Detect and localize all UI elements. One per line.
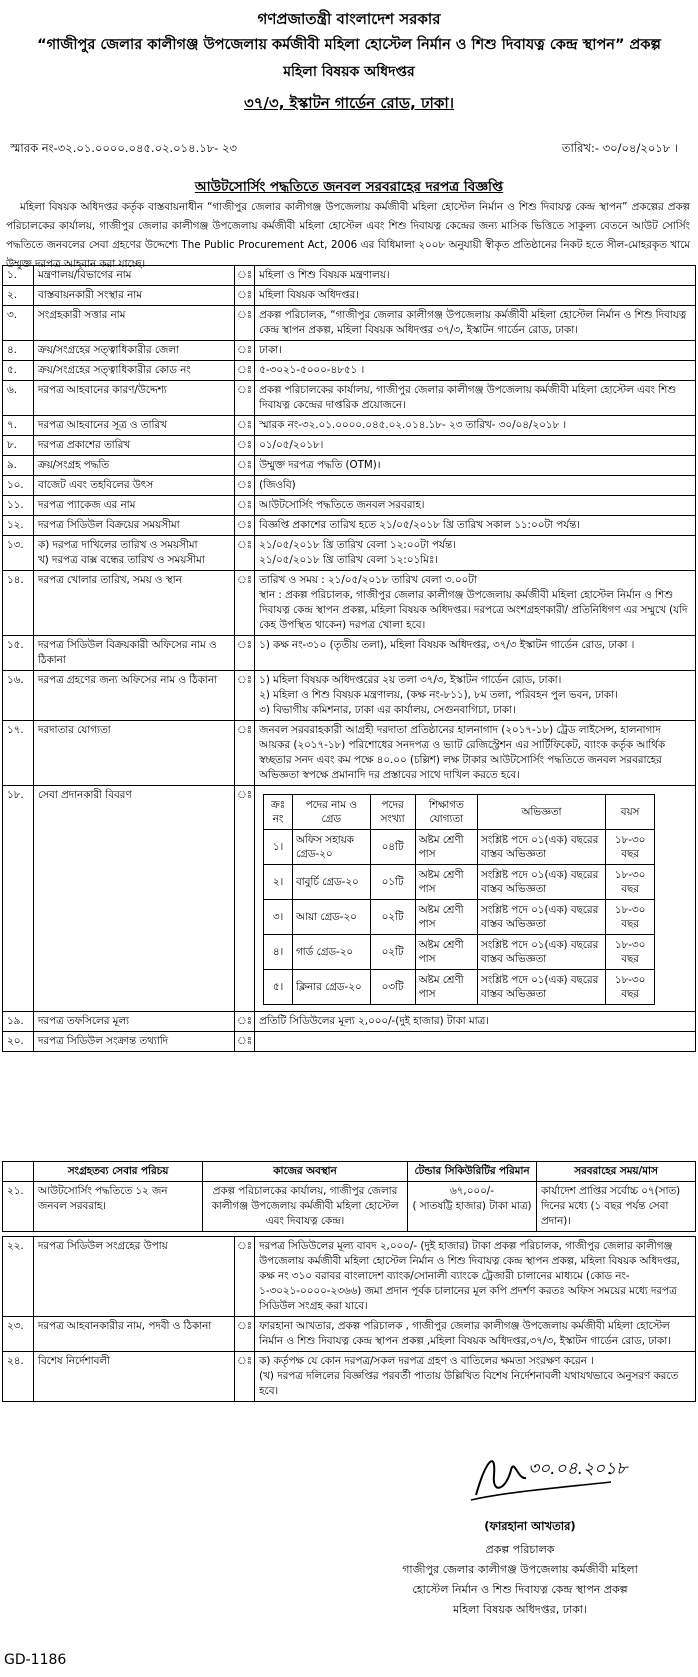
table-row <box>3 671 696 721</box>
row-label: দরপত্র প্রকাশের তারিখ <box>34 436 235 456</box>
table-row <box>3 516 696 536</box>
row-number: ৮. <box>3 436 34 456</box>
service-cell: অষ্টম শ্রেণী পাস <box>415 970 477 1005</box>
service-row <box>264 830 655 865</box>
row-value: ০১/০৫/২০১৮। <box>255 436 696 456</box>
row-number: ২২. <box>3 1237 34 1317</box>
signature-date: ৩০.০৪.২০১৮ <box>528 1459 628 1479</box>
tender-info-table <box>2 265 696 1052</box>
row-label: বাজেট এবং তহবিলের উৎস <box>34 476 235 496</box>
table-row <box>3 1317 696 1352</box>
notice-intro: মহিলা বিষয়ক অধিদপ্তর কর্তৃক বাস্তবায়নাধীন “গাজীপুর জেলার কালীগঞ্জ উপজেলায় কর্মজীবী মহিলা হোস্টেল নির্মান ও শিশু দিবাযত্ন কেন্দ্র স্থাপন” প্রকল্পের প্রকল্প পরিচালকের কার্যালয়, গাজীপুর জেলার কালীগঞ্জ উপজেলায় কর্মজীবী মহিলা হোস্টেল এবং শিশু দিবাযত্ন কেন্দ্রের জন্য মাসিক ভিত্তিতে সাকুল্য বেতনে আউট সোর্সিং পদ্ধতিতে জনবলের সেবা গ্রহণের উদ্দেশ্যে The Public Procurement Act, 2006 এর বিধিমালা ২০০৮ অনুযায়ী স্বীকৃত প্রতিষ্ঠানের নিকট হতে সীল-মোহরকৃত খামে উম্মুক্ত দরপত্র আহবান করা যাচ্ছে। <box>6 201 690 270</box>
row-value: ঢাকা। <box>255 341 696 361</box>
row-label: দরপত্র গ্রহণের জন্য অফিসের নাম ও ঠিকানা <box>34 671 235 721</box>
row-colon: ঃ <box>235 721 255 786</box>
service-row <box>264 935 655 970</box>
row-colon: ঃ <box>235 571 255 636</box>
service-header: বয়স <box>606 795 655 830</box>
row-colon: ঃ <box>235 456 255 476</box>
table-row <box>3 381 696 416</box>
row-number: ৬. <box>3 381 34 416</box>
govt-header: গণপ্রজাতন্ত্রী বাংলাদেশ সরকার <box>257 10 441 28</box>
row-colon: ঃ <box>235 1237 255 1317</box>
service-cell: ৪। <box>264 935 293 970</box>
row-value: মহিলা ও শিশু বিষয়ক মন্ত্রণালয়। <box>255 266 696 286</box>
service-cell: অষ্টম শ্রেণী পাস <box>415 830 477 865</box>
signature-image <box>466 1440 628 1510</box>
service-cell: ৩। <box>264 900 293 935</box>
row-colon: ঃ <box>235 476 255 496</box>
row-label: দরপত্র সিডিউল সংগ্রহের উপায় <box>34 1237 235 1317</box>
table-row <box>3 1237 696 1317</box>
service-header: অভিজ্ঞতা <box>477 795 605 830</box>
row-value: তারিখ ও সময় : ২১/০৫/২০১৮ তারিখ বেলা ৩.০০টা স্থান : প্রকল্প পরিচালক, গাজীপুর জেলার কালীগঞ্জ উপজেলায় কর্মজীবী মহিলা হোস্টেল নির্মান ও শিশু দিবাযত্ন কেন্দ্র স্থাপন প্রকল্প, মহিলা বিষয়ক অধিদপ্তর। দরপত্রে অংশগ্রহণকারী/ প্রতিনিধিগণ এর সম্মুখে (যদি কেহ উপস্থিত থাকেন) দরপত্র খোলা হবে। <box>255 571 696 636</box>
table-row <box>3 306 696 341</box>
table-row <box>3 1032 696 1052</box>
service-cell: ১৮-৩০ বছর <box>606 830 655 865</box>
row-number: ১৬. <box>3 671 34 721</box>
table-row <box>3 636 696 671</box>
service-cell: ১৮-৩০ বছর <box>606 865 655 900</box>
service-cell: অফিস সহায়ক গ্রেড-২০ <box>292 830 370 865</box>
row-label: ক্রয়/সংগ্রহের সত্ত্বাধিকারীর কোড নং <box>34 361 235 381</box>
row-value: উম্মুক্ত দরপত্র পদ্ধতি (OTM)। <box>255 456 696 476</box>
department-address: ৩৭/৩, ইস্কাটন গার্ডেন রোড, ঢাকা। <box>243 94 455 112</box>
row-value: প্রতিটি সিডিউলের মূল্য ২,০০০/-(দুই হাজার) টাকা মাত্র। <box>255 1012 696 1032</box>
row-colon: ঃ <box>235 436 255 456</box>
service-cell: সংশ্লিষ্ট পদে ০১(এক) বছরের বাস্তব অভিজ্ঞতা <box>477 830 605 865</box>
row-colon: ঃ <box>235 1352 255 1402</box>
service-header: ক্রঃ নং <box>264 795 293 830</box>
row-label: ক্রয়/সংগ্রহের সত্ত্বাধিকারীর জেলা <box>34 341 235 361</box>
row-colon: ঃ <box>235 1012 255 1032</box>
row-colon: ঃ <box>235 266 255 286</box>
row-label: বাস্তবায়নকারী সংস্থার নাম <box>34 286 235 306</box>
row-number: ১০. <box>3 476 34 496</box>
row-colon: ঃ <box>235 416 255 436</box>
signatory-name: (ফারহানা আখতার) <box>484 1519 576 1533</box>
row-value <box>255 1032 696 1052</box>
row-colon: ঃ <box>235 1032 255 1052</box>
service-cell: ১৮-৩০ বছর <box>606 935 655 970</box>
service-cell: ২। <box>264 865 293 900</box>
row-value: প্রকল্প পরিচালক, “গাজীপুর জেলার কালীগঞ্জ উপজেলায় কর্মজীবী মহিলা হোস্টেল নির্মান ও শিশু দিবাযত্ন কেন্দ্র স্থাপন প্রকল্প, মহিলা বিষয়ক অধিদপ্তর ৩৭/৩, ইস্কাটন গার্ডেন রোড, ঢাকা। <box>255 306 696 341</box>
service-cell: ০১টি <box>370 865 415 900</box>
table-row <box>3 496 696 516</box>
table-row <box>3 286 696 306</box>
row-number: ১৪. <box>3 571 34 636</box>
service-header: পদের সংখ্যা <box>370 795 415 830</box>
table-row <box>3 721 696 786</box>
row-number: ৫. <box>3 361 34 381</box>
row-value: ফারহানা আখতার, প্রকল্প পরিচালক , গাজীপুর জেলার কালীগঞ্জ উপজেলায় কর্মজীবী মহিলা হোস্টেল নির্মান ও শিশু দিবাযত্ন কেন্দ্র স্থাপন প্রকল্প ,মহিলা বিষয়ক অধিদপ্তর,৩৭/৩, ইস্কাটন গার্ডেন রোড, ঢাকা। <box>255 1317 696 1352</box>
row-label: দরপত্র আহবানকারীর নাম, পদবী ও ঠিকানা <box>34 1317 235 1352</box>
service-cell: ১৮-৩০ বছর <box>606 900 655 935</box>
row-number: ১৭. <box>3 721 34 786</box>
row-number: ১১. <box>3 496 34 516</box>
row-number: ১. <box>3 266 34 286</box>
row-colon: ঃ <box>235 536 255 571</box>
signatory-line-3: মহিলা বিষয়ক অধিদপ্তর, ঢাকা। <box>453 1603 587 1616</box>
service-cell: ০২টি <box>370 935 415 970</box>
summary-service: আউটসোর্সিং পদ্ধতিতে ১২ জন জনবল সরবরাহ। <box>34 1182 203 1232</box>
row-number: ২৪. <box>3 1352 34 1402</box>
row-colon: ঃ <box>235 496 255 516</box>
table-row <box>3 571 696 636</box>
row-colon: ঃ <box>235 671 255 721</box>
table-row <box>3 416 696 436</box>
signatory-block <box>390 1540 650 1620</box>
summary-time: কার্যাদেশ প্রাপ্তির সর্বোচ্চ ০৭(সাত) দিনের মধ্যে (১ বছর পর্যন্ত সেবা প্রদান)। <box>537 1182 696 1232</box>
row-label: সংগ্রহকারী সত্তার নাম <box>34 306 235 341</box>
row-colon: ঃ <box>235 516 255 536</box>
row-label: মন্ত্রণালয়/বিভাগের নাম <box>34 266 235 286</box>
table-row <box>3 536 696 571</box>
row-number: ৯. <box>3 456 34 476</box>
row-value <box>255 536 696 571</box>
signatory-line-2: হোস্টেল নির্মান ও শিশু দিবাযত্ন কেন্দ্র স্থাপন প্রকল্প <box>412 1583 628 1596</box>
row-number: ১২. <box>3 516 34 536</box>
service-cell: ১৮-৩০ বছর <box>606 970 655 1005</box>
service-cell: ০৪টি <box>370 830 415 865</box>
row-value <box>255 786 696 1012</box>
service-cell: সংশ্লিষ্ট পদে ০১(এক) বছরের বাস্তব অভিজ্ঞতা <box>477 900 605 935</box>
summary-header-service: সংগ্রহতব্য সেবার পরিচয় <box>34 1162 203 1182</box>
row-number: ১৯. <box>3 1012 34 1032</box>
row-number: ১৫. <box>3 636 34 671</box>
table-row <box>3 361 696 381</box>
row-colon: ঃ <box>235 1317 255 1352</box>
summary-security: ৬৭,০০০/- ( সাতষট্টি হাজার) টাকা মাত্র) <box>408 1182 537 1232</box>
row-colon: ঃ <box>235 361 255 381</box>
service-row <box>264 865 655 900</box>
table-row <box>3 456 696 476</box>
row-number: ২৩. <box>3 1317 34 1352</box>
summary-header-location: কাজের অবস্থান <box>203 1162 408 1182</box>
row-value: ৫-৩০২১-৫০০০-৪৮৫১ । <box>255 361 696 381</box>
summary-location: প্রকল্প পরিচালকের কার্যালয়, গাজীপুর জেলার কালীগঞ্জ উপজেলায় কর্মজীবী মহিলা হোস্টেল এবং দিবাযত্ন কেন্দ্র। <box>203 1182 408 1232</box>
row-value: স্মারক নং-৩২.০১.০০০০.০৪৫.০২.০১৪.১৮- ২৩ তারিখ- ৩০/০৪/২০১৮ । <box>255 416 696 436</box>
service-row <box>264 900 655 935</box>
row-label-a: ক) দরপত্র দাখিলের তারিখ ও সময়সীমা <box>38 539 198 551</box>
row-label: দরপত্র সিডিউল সংক্রান্ত তথ্যাদি <box>34 1032 235 1052</box>
department-name: মহিলা বিষয়ক অধিদপ্তর <box>283 64 415 80</box>
row-colon: ঃ <box>235 341 255 361</box>
row-label: দরপত্র সিডিউল বিক্রয়কারী অফিসের নাম ও ঠিকানা <box>34 636 235 671</box>
table-row <box>3 786 696 1012</box>
row-value: বিজ্ঞপ্তি প্রকাশের তারিখ হতে ২১/০৫/২০১৮ খ্রি তারিখ সকাল ১১:০০টা পর্যন্ত। <box>255 516 696 536</box>
service-cell: ক্লিনার গ্রেড-২০ <box>292 970 370 1005</box>
notice-title: আউটসোর্সিং পদ্ধতিতে জনবল সরবরাহের দরপত্র বিজ্ঞপ্তি <box>194 179 504 195</box>
service-header: শিক্ষাগত যোগ্যতা <box>415 795 477 830</box>
memo-date: তারিখ:- ৩০/০৪/২০১৮ । <box>561 141 678 155</box>
service-cell: ০২টি <box>370 900 415 935</box>
table-row <box>3 1012 696 1032</box>
row-label: বিশেষ নির্দেশাবলী <box>34 1352 235 1402</box>
footer-code: GD-1186 <box>4 1652 67 1668</box>
service-cell: সংশ্লিষ্ট পদে ০১(এক) বছরের বাস্তব অভিজ্ঞতা <box>477 970 605 1005</box>
row-value: ১) কক্ষ নং-৩১০ (তৃতীয় তলা), মহিলা বিষয়ক অধিদপ্তর, ৩৭/৩ ইস্কাটন গার্ডেন রোড, ঢাকা । <box>255 636 696 671</box>
row-value: (জিওবি) <box>255 476 696 496</box>
service-cell: অষ্টম শ্রেণী পাস <box>415 900 477 935</box>
memo-number: স্মারক নং-৩২.০১.০০০০.০৪৫.০২.০১৪.১৮- ২৩ <box>10 141 237 155</box>
table-row <box>3 436 696 456</box>
row-colon: ঃ <box>235 786 255 1012</box>
row-number: ৭. <box>3 416 34 436</box>
signatory-line-1: গাজীপুর জেলার কালীগঞ্জ উপজেলায় কর্মজীবী মহিলা <box>402 1563 638 1576</box>
row-label: সেবা প্রদানকারী বিবরণ <box>34 786 235 1012</box>
row-number: ২০. <box>3 1032 34 1052</box>
table-row <box>3 476 696 496</box>
row-label-b: খ) দরপত্র বাক্স বন্ধের তারিখ ও সময়সীমা <box>38 554 205 566</box>
service-cell: সংশ্লিষ্ট পদে ০১(এক) বছরের বাস্তব অভিজ্ঞতা <box>477 865 605 900</box>
tender-info-table-2 <box>2 1236 696 1402</box>
service-cell: গার্ড গ্রেড-২০ <box>292 935 370 970</box>
service-cell: বাবুর্চি গ্রেড-২০ <box>292 865 370 900</box>
table-row <box>3 266 696 286</box>
row-value: জনবল সরবরাহকারী আগ্রহী দরদাতা প্রতিষ্ঠানের হালনাগাদ (২০১৭-১৮) ট্রেড লাইসেন্স, হালনাগাদ আয়কর (২০১৭-১৮) পরিশোধের সনদপত্র ও ভ্যাট রেজিস্ট্রেশন এর সার্টিফিকেট, ব্যাংক কর্তৃক আর্থিক স্বচ্ছতার সনদ এবং কম পক্ষে ৪০.০০ (চল্লিশ) লক্ষ টাকার আউটসোর্সিং পদ্ধতিতে জনবল সরবরাহের অভিজ্ঞতা স্বপক্ষে প্রমানাদি দর প্রস্তাবের সাথে দাখিল করতে হবে। <box>255 721 696 786</box>
service-cell: ১। <box>264 830 293 865</box>
row-label: দরপত্র আহবানের সূত্র ও তারিখ <box>34 416 235 436</box>
row-value: ক) কর্তৃপক্ষ যে কোন দরপত্র/সকল দরপত্র গ্রহণ ও বাতিলের ক্ষমতা সংরক্ষণ করেন । (খ) দরপত্র দলিলের বিজ্ঞপ্তির পরবর্তী পাতায় উল্লিখিত বিশেষ নির্দেশনাবলী যথাযথভাবে অনুসরণ করতে হবে। <box>255 1352 696 1402</box>
service-cell: ৫। <box>264 970 293 1005</box>
row-value: মহিলা বিষয়ক অধিদপ্তর। <box>255 286 696 306</box>
row-colon: ঃ <box>235 306 255 341</box>
service-header: পদের নাম ও গ্রেড <box>292 795 370 830</box>
row-label <box>34 536 235 571</box>
summary-header-time: সরবরাহের সময়/মাস <box>537 1162 696 1182</box>
service-cell: অষ্টম শ্রেণী পাস <box>415 865 477 900</box>
service-cell: অষ্টম শ্রেণী পাস <box>415 935 477 970</box>
project-title: “গাজীপুর জেলার কালীগঞ্জ উপজেলায় কর্মজীবী মহিলা হোস্টেল নির্মান ও শিশু দিবাযত্ন কেন্দ্র স্থাপন” প্রকল্প <box>37 37 661 53</box>
row-colon: ঃ <box>235 381 255 416</box>
row-number: ১৩. <box>3 536 34 571</box>
summary-header-security: টেন্ডার সিকিউরিটির পরিমান <box>408 1162 537 1182</box>
row-number: ৩. <box>3 306 34 341</box>
service-cell: আয়া গ্রেড-২০ <box>292 900 370 935</box>
row-label: দরপত্র তফসিলের মূল্য <box>34 1012 235 1032</box>
table-row <box>3 341 696 361</box>
service-cell: ০৩টি <box>370 970 415 1005</box>
row-value: ১) মহিলা বিষয়ক অধিদপ্তরের ২য় তলা ৩৭/৩, ইস্কাটন গার্ডেন রোড, ঢাকা। ২) মহিলা ও শিশু বিষয়ক মন্ত্রণালয়, (কক্ষ নং-৮১১), ৮ম তলা, পরিবহন পুল ভবন, ঢাকা। ৩) বিভাগীয় কমিশনার, ঢাকা এর কার্যালয়, সেগুনবাগিচা, ঢাকা। <box>255 671 696 721</box>
service-cell: সংশ্লিষ্ট পদে ০১(এক) বছরের বাস্তব অভিজ্ঞতা <box>477 935 605 970</box>
row-label: দরপত্র প্যাকেজ এর নাম <box>34 496 235 516</box>
service-provider-table <box>263 794 655 1005</box>
row-number: ১৮. <box>3 786 34 1012</box>
summary-num: ২১. <box>3 1182 34 1232</box>
row-value-b: ২১/০৫/২০১৮ খ্রি তারিখ বেলা ১২:০১মিঃ। <box>259 554 438 566</box>
row-number: ২. <box>3 286 34 306</box>
summary-row <box>3 1182 696 1232</box>
row-value: আউটসোর্সিং পদ্ধতিতে জনবল সরবরাহ। <box>255 496 696 516</box>
row-label: দরপত্র খোলার তারিখ, সময় ও স্থান <box>34 571 235 636</box>
row-value: দরপত্র সিডিউলের মূল্য বাবদ ২,০০০/- (দুই হাজার) টাকা প্রকল্প পরিচালক, গাজীপুর জেলার কালীগঞ্জ উপজেলায় কর্মজীবী মহিলা হোস্টেল নির্মান ও শিশু দিবাযত্ন কেন্দ্র স্থাপন প্রকল্প, মহিলা বিষয়ক অধিদপ্তর, কক্ষ নং ৩১০ বরাবর বাংলাদেশ ব্যাংক/সোনালী ব্যাংকে ট্রেজারী চালানের মাধ্যমে (কোড নং- ১-৩০২১-০০০০-২৩৬৬) জমা প্রদান পূর্বক চালানের মূল কপি প্রদর্শণ করতঃ অফিস সময়ের মধ্যে দরপত্র সিডিউল সংগ্রহ করা যাবে। <box>255 1237 696 1317</box>
row-value: প্রকল্প পরিচালকের কার্যালয়, গাজীপুর জেলার কালীগঞ্জ উপজেলায় কর্মজীবী মহিলা হোস্টেল এবং শিশু দিবাযত্ন কেন্দ্রের দাপ্তরিক প্রয়োজনে। <box>255 381 696 416</box>
signatory-title: প্রকল্প পরিচালক <box>485 1543 555 1556</box>
row-number: ৪. <box>3 341 34 361</box>
row-label: ক্রয়/সংগ্রহ পদ্ধতি <box>34 456 235 476</box>
row-value-a: ২১/০৫/২০১৮ খ্রি তারিখ বেলা ১২:০০টা পর্যন্ত। <box>259 539 456 551</box>
row-label: দরপত্র সিডিউল বিক্রয়ের সময়সীমা <box>34 516 235 536</box>
table-row <box>3 1352 696 1402</box>
service-row <box>264 970 655 1005</box>
row-label: দরদাতার যোগ্যতা <box>34 721 235 786</box>
row-colon: ঃ <box>235 286 255 306</box>
service-summary-table <box>2 1161 696 1232</box>
row-colon: ঃ <box>235 636 255 671</box>
row-label: দরপত্র আহবানের কারণ/উদ্দেশ্য <box>34 381 235 416</box>
